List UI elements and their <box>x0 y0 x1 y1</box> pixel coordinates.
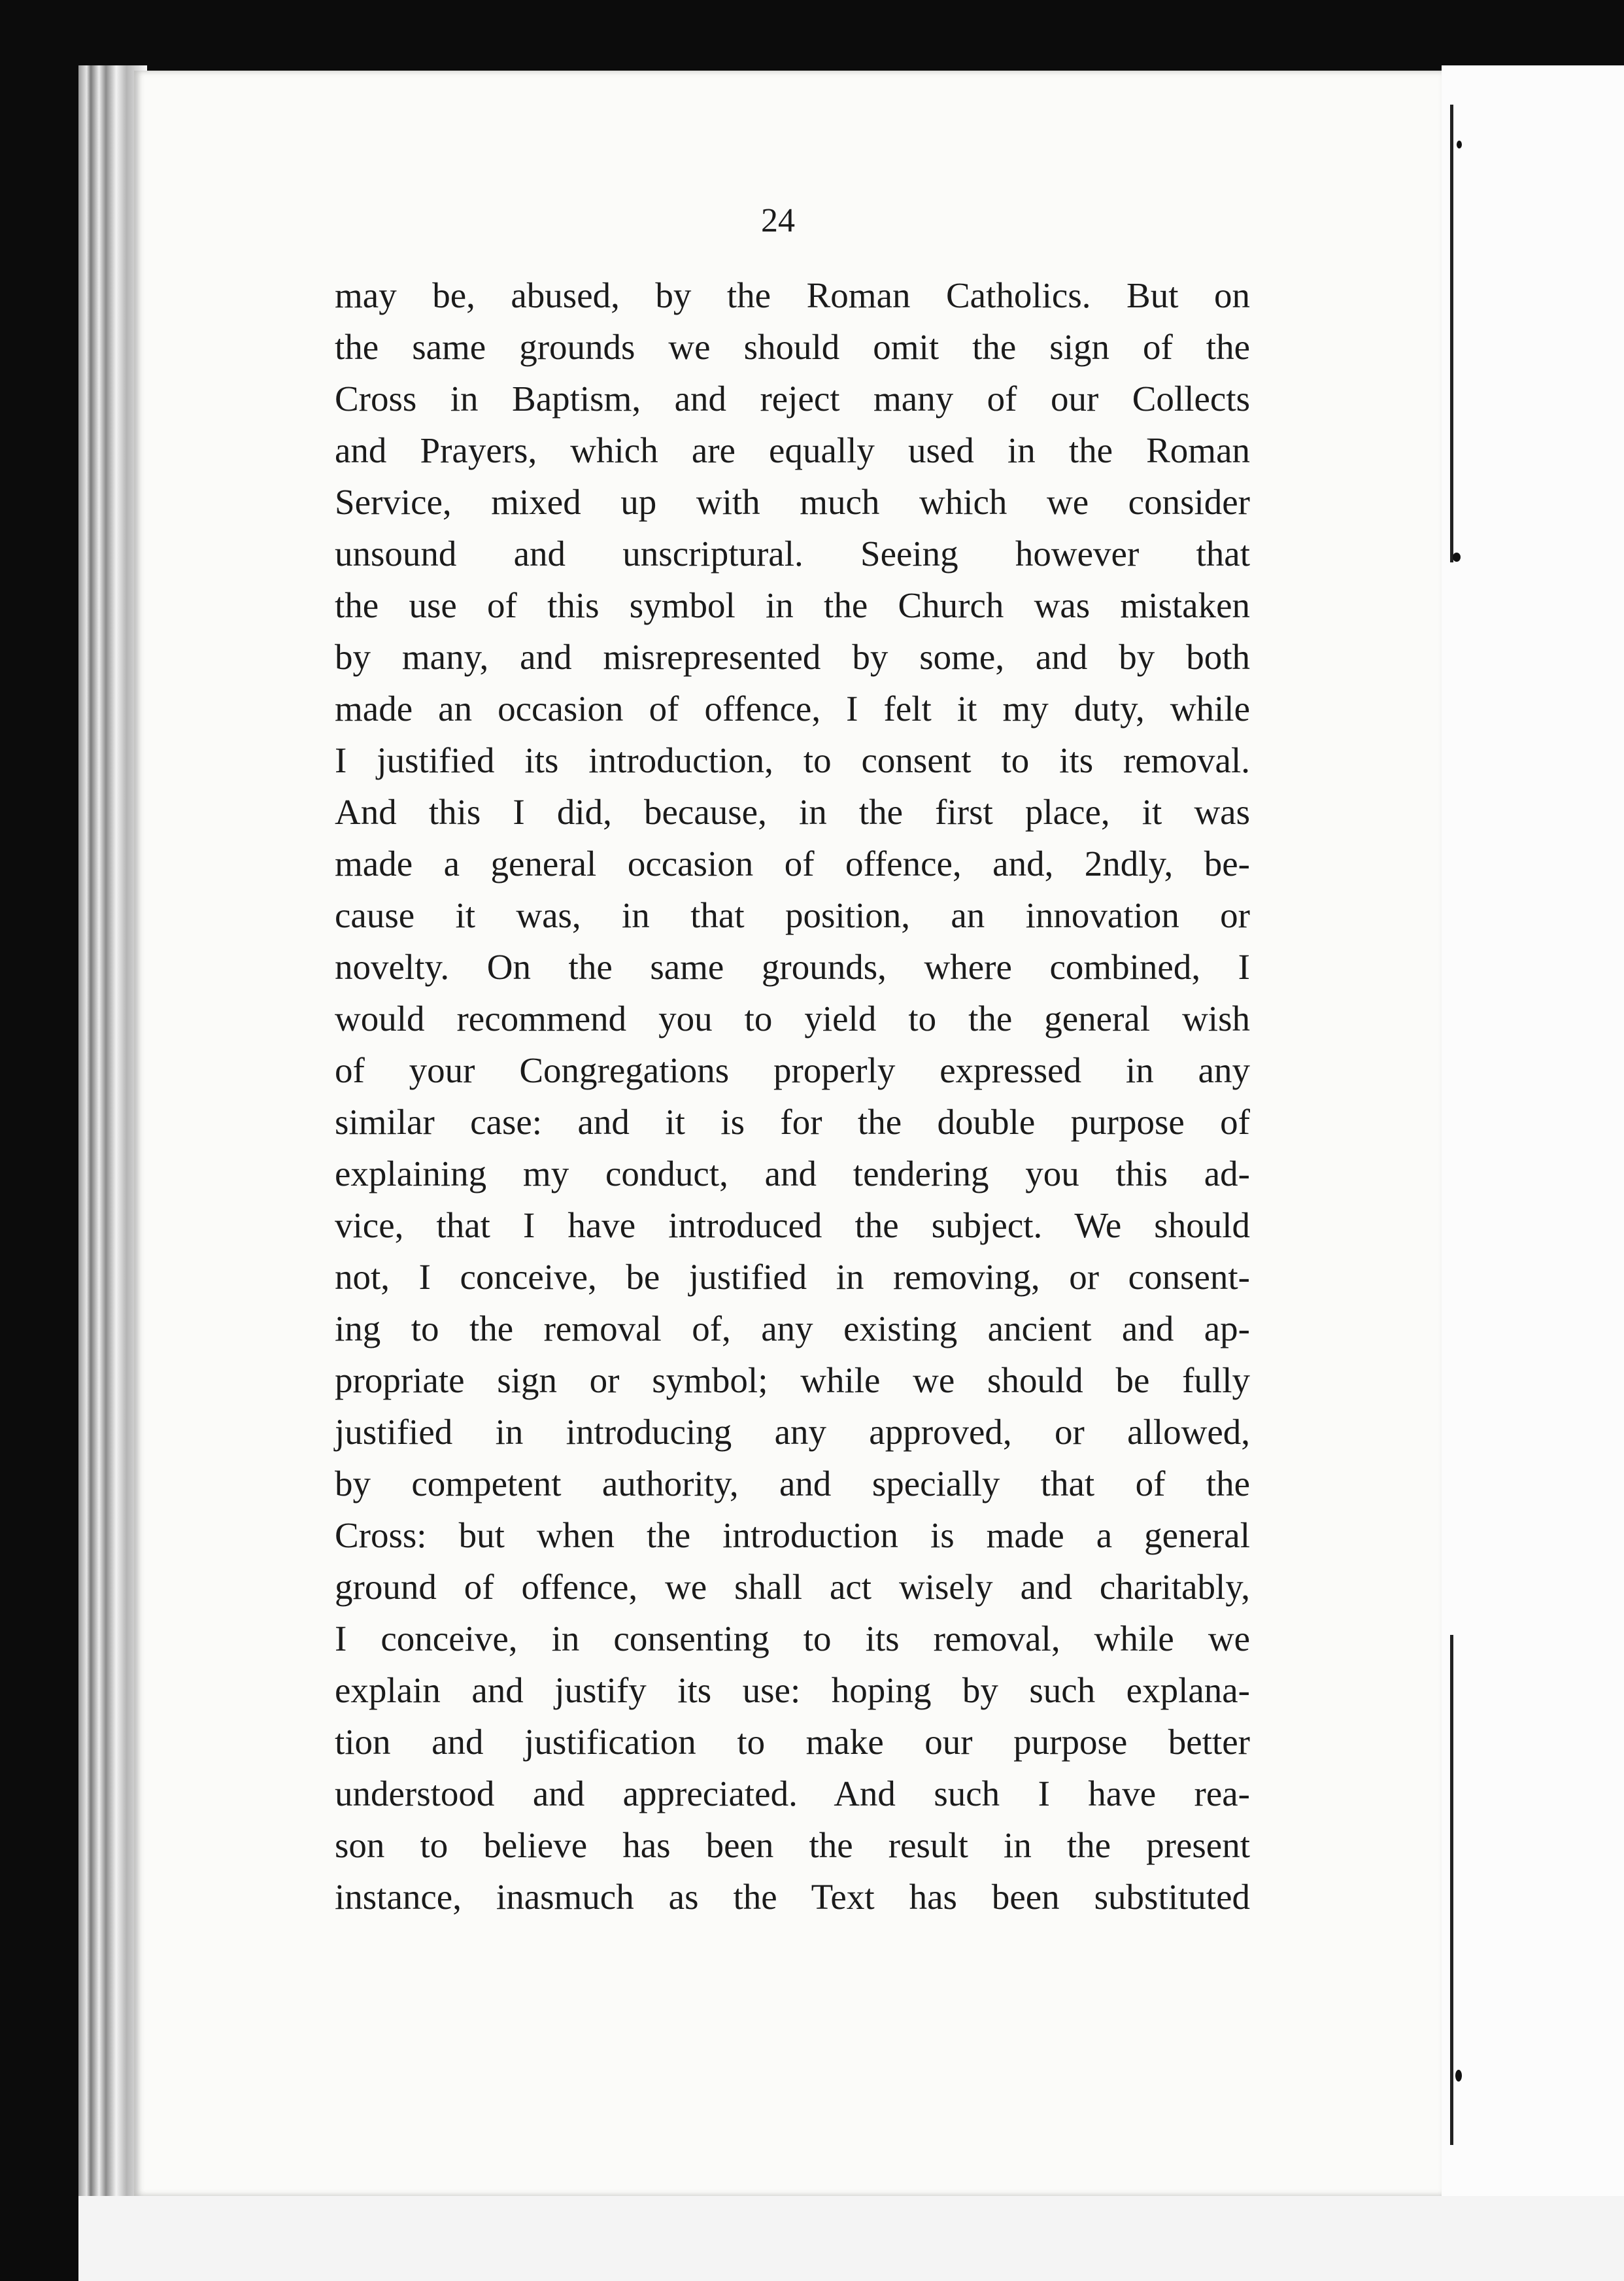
text-line: cause it was, in that position, an innovation or <box>335 895 1250 935</box>
text-line: And this I did, because, in the first place, it was <box>335 792 1250 832</box>
text-line: ground of offence, we shall act wisely and charitably, <box>335 1567 1250 1607</box>
page-number: 24 <box>761 202 795 239</box>
body-text <box>335 269 1250 1923</box>
text-line: may be, abused, by the Roman Catholics. But on <box>335 275 1250 315</box>
gutter-line <box>1450 105 1453 562</box>
text-line: understood and appreciated. And such I have rea- <box>335 1774 1250 1813</box>
text-line: Cross in Baptism, and reject many of our Collects <box>335 379 1250 419</box>
text-line: vice, that I have introduced the subject. We should <box>335 1205 1250 1245</box>
text-line: instance, inasmuch as the Text has been substituted <box>335 1877 1250 1917</box>
text-line: of your Congregations properly expressed in any <box>335 1050 1250 1090</box>
text-line: Cross: but when the introduction is made a general <box>335 1515 1250 1555</box>
text-line: and Prayers, which are equally used in the Roman <box>335 430 1250 470</box>
scan-speck <box>1455 2070 1462 2082</box>
text-line: similar case: and it is for the double purpose of <box>335 1102 1250 1142</box>
text-line: son to believe has been the result in the present <box>335 1825 1250 1865</box>
adjacent-page-margin <box>1442 65 1624 2223</box>
text-line: the use of this symbol in the Church was mistaken <box>335 585 1250 625</box>
text-line: tion and justification to make our purpose better <box>335 1722 1250 1762</box>
scan-speck <box>1453 553 1461 562</box>
text-line: not, I conceive, be justified in removing, or consent- <box>335 1257 1250 1297</box>
text-line: novelty. On the same grounds, where combined, I <box>335 947 1250 987</box>
scan-speck <box>1457 141 1462 148</box>
text-line: by many, and misrepresented by some, and by both <box>335 637 1250 677</box>
text-line: Service, mixed up with much which we consider <box>335 482 1250 522</box>
text-line: would recommend you to yield to the general wish <box>335 999 1250 1038</box>
text-line: the same grounds we should omit the sign of the <box>335 327 1250 367</box>
text-line: made a general occasion of offence, and, 2ndly, be- <box>335 844 1250 883</box>
text-line: explaining my conduct, and tendering you this ad- <box>335 1154 1250 1193</box>
text-line: justified in introducing any approved, or allowed, <box>335 1412 1250 1452</box>
bottom-margin <box>78 2196 1624 2281</box>
text-line: made an occasion of offence, I felt it my duty, while <box>335 689 1250 729</box>
text-line: propriate sign or symbol; while we should be fully <box>335 1360 1250 1400</box>
text-line: unsound and unscriptural. Seeing however that <box>335 534 1250 574</box>
text-line: ing to the removal of, any existing ancient and ap- <box>335 1309 1250 1348</box>
gutter-line <box>1450 1635 1453 2145</box>
text-line: I conceive, in consenting to its removal, while we <box>335 1619 1250 1658</box>
text-line: I justified its introduction, to consent to its removal. <box>335 740 1250 780</box>
text-line: explain and justify its use: hoping by such explana- <box>335 1670 1250 1710</box>
text-line: by competent authority, and specially that of the <box>335 1464 1250 1503</box>
